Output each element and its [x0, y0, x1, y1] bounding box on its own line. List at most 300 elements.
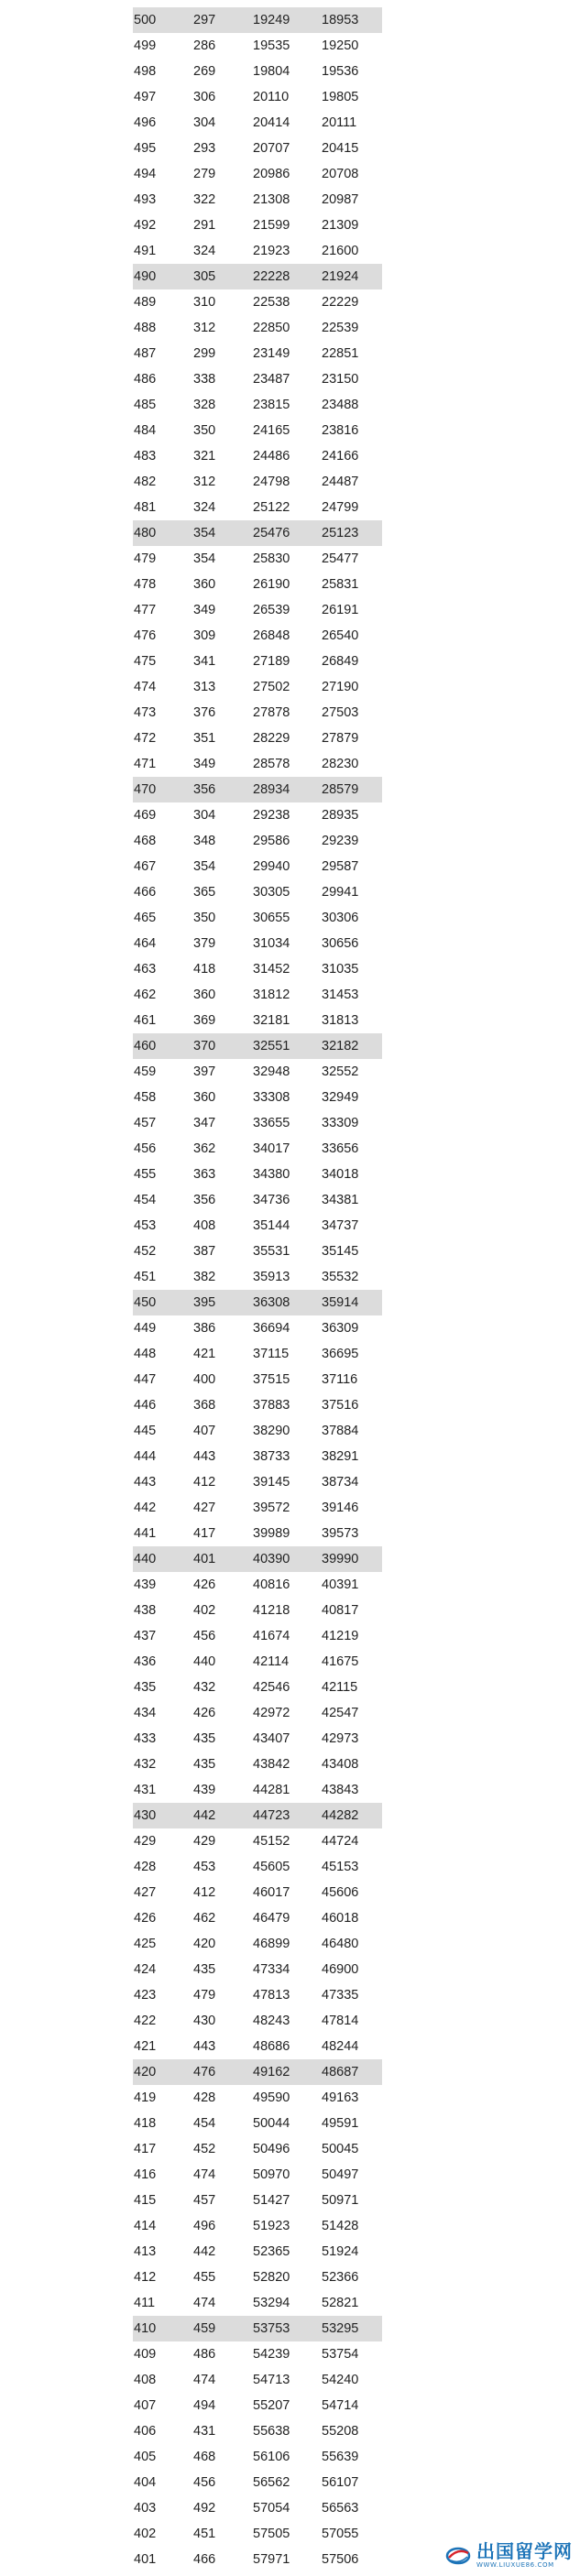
cumulative-cell: 35144	[253, 1218, 290, 1233]
table-row	[133, 1726, 382, 1752]
score-cell: 435	[134, 1680, 157, 1695]
cumulative-cell: 29940	[253, 859, 290, 874]
cumulative-cell: 24165	[253, 423, 290, 438]
table-row	[133, 469, 382, 495]
count-cell: 421	[193, 1347, 216, 1361]
rank-start-cell: 28230	[322, 757, 359, 771]
table-row	[133, 854, 382, 879]
table-row	[133, 2495, 382, 2521]
score-cell: 478	[134, 577, 157, 592]
count-cell: 349	[193, 757, 216, 771]
score-cell: 463	[134, 962, 157, 977]
cumulative-cell: 23149	[253, 346, 290, 361]
table-row	[133, 187, 382, 213]
cumulative-cell: 26539	[253, 603, 290, 617]
rank-start-cell: 45606	[322, 1885, 359, 1900]
score-cell: 493	[134, 192, 157, 207]
score-cell: 462	[134, 988, 157, 1002]
count-cell: 486	[193, 2347, 216, 2362]
rank-start-cell: 23488	[322, 398, 359, 412]
score-cell: 469	[134, 808, 157, 823]
score-cell: 444	[134, 1449, 157, 1464]
score-cell: 491	[134, 244, 157, 258]
table-row	[133, 161, 382, 187]
score-cell: 481	[134, 500, 157, 515]
rank-start-cell: 47814	[322, 2014, 359, 2028]
rank-start-cell: 39146	[322, 1501, 359, 1515]
cumulative-cell: 56562	[253, 2475, 290, 2490]
cumulative-cell: 27878	[253, 705, 290, 720]
cumulative-cell: 28229	[253, 731, 290, 746]
table-row	[133, 1546, 382, 1572]
cumulative-cell: 47813	[253, 1988, 290, 2003]
cumulative-cell: 37115	[253, 1347, 290, 1361]
rank-start-cell: 50971	[322, 2193, 359, 2208]
rank-start-cell: 20415	[322, 141, 359, 156]
rank-start-cell: 20708	[322, 167, 359, 181]
count-cell: 426	[193, 1577, 216, 1592]
score-cell: 490	[134, 269, 157, 284]
table-row	[133, 1059, 382, 1085]
rank-start-cell: 34381	[322, 1193, 359, 1207]
table-row	[133, 1213, 382, 1239]
count-cell: 474	[193, 2296, 216, 2310]
table-row	[133, 33, 382, 59]
table-row	[133, 1982, 382, 2008]
count-cell: 431	[193, 2424, 216, 2439]
rank-start-cell: 35532	[322, 1270, 359, 1284]
cumulative-cell: 45605	[253, 1860, 290, 1874]
table-row	[133, 2418, 382, 2444]
rank-start-cell: 37516	[322, 1398, 359, 1413]
cumulative-cell: 26848	[253, 628, 290, 643]
cumulative-cell: 22850	[253, 321, 290, 335]
table-row	[133, 649, 382, 674]
score-cell: 413	[134, 2244, 157, 2259]
cumulative-cell: 34380	[253, 1167, 290, 1182]
rank-start-cell: 28935	[322, 808, 359, 823]
score-cell: 455	[134, 1167, 157, 1182]
count-cell: 356	[193, 782, 216, 797]
cumulative-cell: 19804	[253, 64, 290, 79]
score-cell: 498	[134, 64, 157, 79]
score-cell: 407	[134, 2398, 157, 2413]
rank-start-cell: 38734	[322, 1475, 359, 1490]
rank-start-cell: 47335	[322, 1988, 359, 2003]
cumulative-cell: 47334	[253, 1962, 290, 1977]
score-cell: 412	[134, 2270, 157, 2285]
count-cell: 476	[193, 2065, 216, 2079]
cumulative-cell: 31452	[253, 962, 290, 977]
cumulative-cell: 48243	[253, 2014, 290, 2028]
cumulative-cell: 53753	[253, 2321, 290, 2336]
table-row	[133, 1905, 382, 1931]
score-cell: 442	[134, 1501, 157, 1515]
table-row	[133, 879, 382, 905]
table-row	[133, 2393, 382, 2418]
score-cell: 464	[134, 936, 157, 951]
table-row	[133, 1341, 382, 1367]
count-cell: 429	[193, 1834, 216, 1849]
cumulative-cell: 46899	[253, 1937, 290, 1951]
rank-start-cell: 22851	[322, 346, 359, 361]
rank-start-cell: 42547	[322, 1706, 359, 1720]
count-cell: 496	[193, 2219, 216, 2233]
table-row	[133, 2367, 382, 2393]
table-row	[133, 238, 382, 264]
rank-start-cell: 21924	[322, 269, 359, 284]
count-cell: 341	[193, 654, 216, 669]
cumulative-cell: 57505	[253, 2527, 290, 2541]
table-row	[133, 2341, 382, 2367]
cumulative-cell: 57971	[253, 2552, 290, 2567]
count-cell: 321	[193, 449, 216, 464]
table-row	[133, 2059, 382, 2085]
watermark-url: WWW.LIUXUE86.COM	[476, 2561, 554, 2569]
rank-start-cell: 57506	[322, 2552, 359, 2567]
score-cell: 448	[134, 1347, 157, 1361]
count-cell: 402	[193, 1603, 216, 1618]
count-cell: 360	[193, 1090, 216, 1105]
score-cell: 406	[134, 2424, 157, 2439]
table-row	[133, 418, 382, 443]
score-cell: 489	[134, 295, 157, 310]
rank-start-cell: 40817	[322, 1603, 359, 1618]
cumulative-cell: 21308	[253, 192, 290, 207]
rank-start-cell: 54714	[322, 2398, 359, 2413]
score-cell: 418	[134, 2116, 157, 2131]
cumulative-cell: 30655	[253, 911, 290, 925]
table-row	[133, 1444, 382, 1469]
count-cell: 299	[193, 346, 216, 361]
cumulative-cell: 26190	[253, 577, 290, 592]
table-row	[133, 828, 382, 854]
count-cell: 443	[193, 1449, 216, 1464]
score-cell: 403	[134, 2501, 157, 2516]
count-cell: 468	[193, 2450, 216, 2464]
table-row	[133, 443, 382, 469]
score-cell: 419	[134, 2090, 157, 2105]
rank-start-cell: 35914	[322, 1295, 359, 1310]
rank-start-cell: 29941	[322, 885, 359, 900]
cumulative-cell: 21599	[253, 218, 290, 233]
table-row	[133, 1854, 382, 1880]
table-row	[133, 1367, 382, 1392]
score-cell: 434	[134, 1706, 157, 1720]
table-row	[133, 2290, 382, 2316]
cumulative-cell: 27189	[253, 654, 290, 669]
count-cell: 452	[193, 2142, 216, 2156]
count-cell: 453	[193, 1860, 216, 1874]
rank-start-cell: 31813	[322, 1013, 359, 1028]
table-row	[133, 495, 382, 520]
cumulative-cell: 54713	[253, 2373, 290, 2387]
rank-start-cell: 38291	[322, 1449, 359, 1464]
count-cell: 305	[193, 269, 216, 284]
rank-start-cell: 22539	[322, 321, 359, 335]
count-cell: 435	[193, 1757, 216, 1772]
site-logo-icon	[445, 2546, 471, 2566]
table-row	[133, 726, 382, 751]
table-row	[133, 1495, 382, 1521]
table-row	[133, 1521, 382, 1546]
rank-start-cell: 26849	[322, 654, 359, 669]
count-cell: 442	[193, 2244, 216, 2259]
rank-start-cell: 37116	[322, 1372, 358, 1387]
rank-start-cell: 24166	[322, 449, 359, 464]
rank-start-cell: 42115	[322, 1680, 358, 1695]
rank-start-cell: 32949	[322, 1090, 359, 1105]
cumulative-cell: 37883	[253, 1398, 290, 1413]
table-row	[133, 110, 382, 136]
count-cell: 401	[193, 1552, 216, 1566]
table-row	[133, 905, 382, 931]
cumulative-cell: 29586	[253, 834, 290, 848]
cumulative-cell: 55207	[253, 2398, 290, 2413]
cumulative-cell: 36308	[253, 1295, 290, 1310]
score-cell: 460	[134, 1039, 157, 1053]
count-cell: 420	[193, 1937, 216, 1951]
cumulative-cell: 32948	[253, 1064, 290, 1079]
rank-start-cell: 25123	[322, 526, 359, 540]
score-cell: 447	[134, 1372, 157, 1387]
count-cell: 418	[193, 962, 216, 977]
score-cell: 401	[134, 2552, 157, 2567]
score-cell: 415	[134, 2193, 157, 2208]
cumulative-cell: 20414	[253, 115, 290, 130]
rank-start-cell: 19805	[322, 90, 359, 104]
table-row	[133, 802, 382, 828]
cumulative-cell: 50044	[253, 2116, 290, 2131]
cumulative-cell: 22228	[253, 269, 290, 284]
count-cell: 462	[193, 1911, 216, 1926]
score-cell: 423	[134, 1988, 157, 2003]
cumulative-cell: 20110	[253, 90, 290, 104]
table-row	[133, 2265, 382, 2290]
score-cell: 437	[134, 1629, 157, 1643]
score-cell: 465	[134, 911, 157, 925]
table-row	[133, 1880, 382, 1905]
rank-start-cell: 55208	[322, 2424, 359, 2439]
table-row	[133, 2188, 382, 2213]
rank-start-cell: 53754	[322, 2347, 359, 2362]
score-cell: 422	[134, 2014, 157, 2028]
table-row	[133, 1700, 382, 1726]
count-cell: 492	[193, 2501, 216, 2516]
count-cell: 435	[193, 1731, 216, 1746]
table-row	[133, 2111, 382, 2136]
rank-start-cell: 18953	[322, 13, 359, 27]
cumulative-cell: 25122	[253, 500, 290, 515]
cumulative-cell: 40816	[253, 1577, 290, 1592]
score-cell: 429	[134, 1834, 157, 1849]
score-cell: 416	[134, 2167, 157, 2182]
rank-start-cell: 28579	[322, 782, 359, 797]
table-row	[133, 1110, 382, 1136]
count-cell: 293	[193, 141, 216, 156]
rank-start-cell: 49591	[322, 2116, 359, 2131]
cumulative-cell: 50970	[253, 2167, 290, 2182]
cumulative-cell: 19249	[253, 13, 290, 27]
score-cell: 477	[134, 603, 157, 617]
score-cell: 484	[134, 423, 157, 438]
cumulative-cell: 28578	[253, 757, 290, 771]
table-row	[133, 84, 382, 110]
score-table	[133, 7, 382, 2572]
score-cell: 454	[134, 1193, 157, 1207]
score-cell: 466	[134, 885, 157, 900]
cumulative-cell: 27502	[253, 680, 290, 694]
score-cell: 472	[134, 731, 157, 746]
rank-start-cell: 54240	[322, 2373, 359, 2387]
table-row	[133, 1008, 382, 1033]
table-row	[133, 1392, 382, 1418]
cumulative-cell: 32551	[253, 1039, 290, 1053]
count-cell: 397	[193, 1064, 216, 1079]
score-cell: 485	[134, 398, 157, 412]
rank-start-cell: 34737	[322, 1218, 359, 1233]
score-cell: 500	[134, 13, 157, 27]
table-row	[133, 2547, 382, 2572]
rank-start-cell: 27879	[322, 731, 359, 746]
count-cell: 466	[193, 2552, 216, 2567]
cumulative-cell: 46017	[253, 1885, 290, 1900]
rank-start-cell: 57055	[322, 2527, 359, 2541]
cumulative-cell: 56106	[253, 2450, 290, 2464]
table-row	[133, 931, 382, 956]
table-row	[133, 289, 382, 315]
rank-start-cell: 24487	[322, 475, 359, 489]
table-row	[133, 2239, 382, 2265]
score-cell: 487	[134, 346, 157, 361]
table-row	[133, 2008, 382, 2034]
count-cell: 360	[193, 577, 216, 592]
table-row	[133, 2521, 382, 2547]
table-row	[133, 1803, 382, 1828]
table-row	[133, 1931, 382, 1957]
cumulative-cell: 21923	[253, 244, 290, 258]
score-cell: 430	[134, 1808, 157, 1823]
count-cell: 417	[193, 1526, 216, 1541]
count-cell: 363	[193, 1167, 216, 1182]
count-cell: 376	[193, 705, 216, 720]
table-row	[133, 956, 382, 982]
rank-start-cell: 50497	[322, 2167, 359, 2182]
score-cell: 480	[134, 526, 157, 540]
table-row	[133, 597, 382, 623]
count-cell: 347	[193, 1116, 216, 1130]
rank-start-cell: 27190	[322, 680, 359, 694]
rank-start-cell: 31035	[322, 962, 359, 977]
cumulative-cell: 55638	[253, 2424, 290, 2439]
rank-start-cell: 27503	[322, 705, 359, 720]
score-cell: 479	[134, 551, 157, 566]
rank-start-cell: 35145	[322, 1244, 359, 1259]
rank-start-cell: 19536	[322, 64, 359, 79]
count-cell: 304	[193, 808, 216, 823]
count-cell: 356	[193, 1193, 216, 1207]
score-cell: 449	[134, 1321, 157, 1336]
cumulative-cell: 22538	[253, 295, 290, 310]
site-watermark	[445, 2542, 573, 2569]
score-cell: 417	[134, 2142, 157, 2156]
score-cell: 428	[134, 1860, 157, 1874]
rank-start-cell: 33309	[322, 1116, 359, 1130]
count-cell: 459	[193, 2321, 216, 2336]
count-cell: 451	[193, 2527, 216, 2541]
cumulative-cell: 35913	[253, 1270, 290, 1284]
score-cell: 456	[134, 1141, 157, 1156]
score-cell: 473	[134, 705, 157, 720]
rank-start-cell: 25831	[322, 577, 359, 592]
table-row	[133, 1828, 382, 1854]
score-cell: 424	[134, 1962, 157, 1977]
table-row	[133, 1598, 382, 1623]
rank-start-cell: 49163	[322, 2090, 359, 2105]
cumulative-cell: 51427	[253, 2193, 290, 2208]
table-row	[133, 1033, 382, 1059]
score-cell: 488	[134, 321, 157, 335]
rank-start-cell: 43843	[322, 1783, 359, 1797]
score-cell: 475	[134, 654, 157, 669]
rank-start-cell: 48687	[322, 2065, 359, 2079]
table-row	[133, 1752, 382, 1777]
score-cell: 483	[134, 449, 157, 464]
table-row	[133, 1085, 382, 1110]
table-row	[133, 1675, 382, 1700]
score-cell: 408	[134, 2373, 157, 2387]
cumulative-cell: 36694	[253, 1321, 290, 1336]
count-cell: 312	[193, 475, 216, 489]
rank-start-cell: 26191	[322, 603, 359, 617]
rank-start-cell: 29587	[322, 859, 359, 874]
table-row	[133, 264, 382, 289]
rank-start-cell: 19250	[322, 38, 359, 53]
cumulative-cell: 28934	[253, 782, 290, 797]
rank-start-cell: 32552	[322, 1064, 359, 1079]
score-cell: 426	[134, 1911, 157, 1926]
count-cell: 455	[193, 2270, 216, 2285]
score-cell: 405	[134, 2450, 157, 2464]
count-cell: 351	[193, 731, 216, 746]
score-cell: 486	[134, 372, 157, 387]
rank-start-cell: 30656	[322, 936, 359, 951]
count-cell: 309	[193, 628, 216, 643]
table-row	[133, 546, 382, 572]
rank-start-cell: 36309	[322, 1321, 359, 1336]
score-cell: 497	[134, 90, 157, 104]
rank-start-cell: 36695	[322, 1347, 359, 1361]
count-cell: 370	[193, 1039, 216, 1053]
score-cell: 470	[134, 782, 157, 797]
count-cell: 360	[193, 988, 216, 1002]
count-cell: 457	[193, 2193, 216, 2208]
count-cell: 408	[193, 1218, 216, 1233]
count-cell: 313	[193, 680, 216, 694]
score-cell: 411	[134, 2296, 156, 2310]
rank-start-cell: 53295	[322, 2321, 359, 2336]
table-row	[133, 674, 382, 700]
cumulative-cell: 49590	[253, 2090, 290, 2105]
table-row	[133, 7, 382, 33]
table-row	[133, 1264, 382, 1290]
cumulative-cell: 53294	[253, 2296, 290, 2310]
table-row	[133, 1572, 382, 1598]
cumulative-cell: 34736	[253, 1193, 290, 1207]
rank-start-cell: 21309	[322, 218, 359, 233]
score-cell: 452	[134, 1244, 157, 1259]
table-row	[133, 623, 382, 649]
